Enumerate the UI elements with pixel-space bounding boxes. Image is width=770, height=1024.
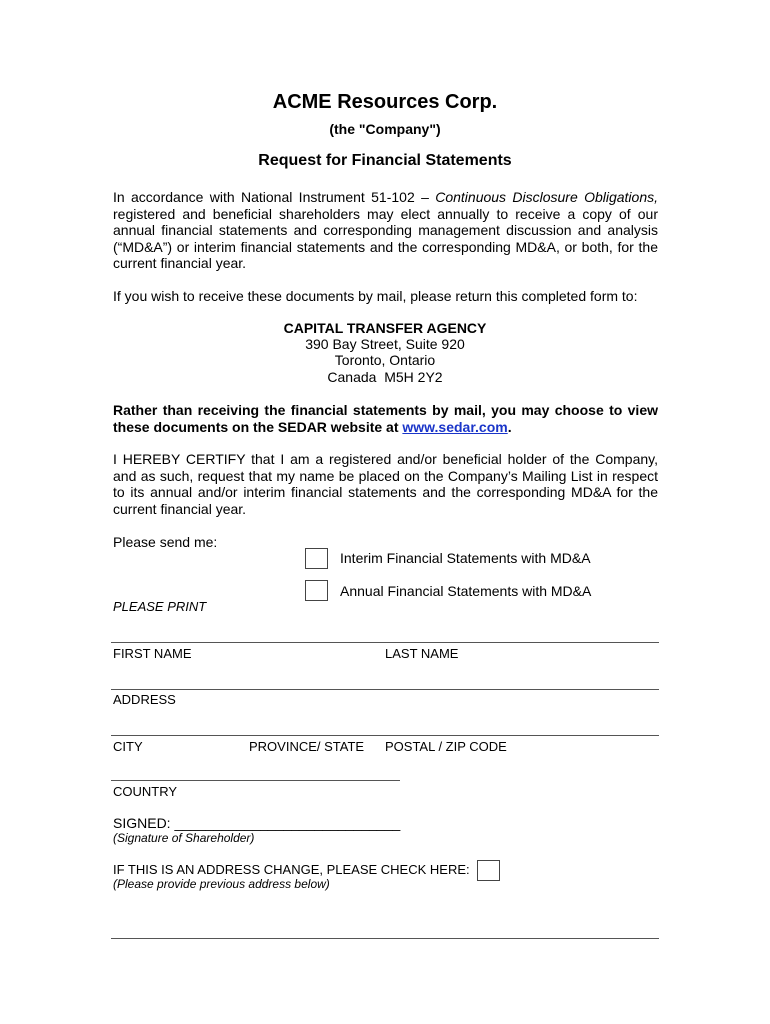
intro-pre: In accordance with National Instrument 51-102 – [113,189,436,205]
sedar-end: . [507,418,512,435]
first-name-label: FIRST NAME [113,646,192,661]
country-field-line[interactable] [111,780,400,781]
interim-checkbox[interactable] [305,548,328,569]
annual-option-label: Annual Financial Statements with MD&A [340,583,592,599]
send-prompt: Please send me: [113,534,218,550]
address-field-line[interactable] [111,689,659,690]
annual-checkbox[interactable] [305,580,328,601]
previous-address-line[interactable] [111,938,659,939]
signature-field[interactable] [113,815,400,831]
intro-post: registered and beneficial shareholders may elect annually to receive a copy of our annual financial statements and corresponding management discussion and analysis (“MD&A”) or interim financial statements and the corresponding MD&A, or both, for the current financial year. [113,205,658,271]
address-change-label: IF THIS IS AN ADDRESS CHANGE, PLEASE CHECK HERE: [113,862,470,877]
please-print-note: PLEASE PRINT [113,599,207,614]
company-alias: (the "Company") [329,121,441,137]
signed-label: SIGNED: [113,815,175,831]
city-field-line[interactable] [111,735,659,736]
last-name-label: LAST NAME [385,646,459,661]
sedar-note [113,402,658,435]
province-label: PROVINCE/ STATE [249,739,365,754]
mail-instruction: If you wish to receive these documents by mail, please return this completed form to: [113,288,638,304]
company-name: ACME Resources Corp. [272,91,498,113]
certify-paragraph: I HEREBY CERTIFY that I am a registered and/or beneficial holder of the Company, and as such, request that my name be placed on the Company’s Mailing List in respect to its annual and/or interim financial statements and the corresponding MD&A for the current financial year. [113,451,658,517]
city-label: CITY [113,739,143,754]
agency-name: CAPITAL TRANSFER AGENCY [283,320,487,336]
country-label: COUNTRY [113,784,178,799]
postal-label: POSTAL / ZIP CODE [385,739,507,754]
intro-paragraph [113,189,658,272]
address-label: ADDRESS [113,692,176,707]
instrument-title: Continuous Disclosure Obligations, [435,189,659,205]
sedar-link[interactable]: www.sedar.com [402,418,508,435]
form-title: Request for Financial Statements [258,152,512,169]
interim-option-label: Interim Financial Statements with MD&A [340,550,591,566]
address-change-note: (Please provide previous address below) [113,877,330,891]
signature-blank: _____________________________ [174,815,401,831]
name-field-line[interactable] [111,642,659,643]
agency-city: Toronto, Ontario [334,352,436,368]
address-change-checkbox[interactable] [477,860,500,881]
agency-country-postal: Canada M5H 2Y2 [327,369,443,385]
sedar-text: Rather than receiving the financial statements by mail, you may choose to view these documents on the SEDAR website at [113,402,658,435]
agency-street: 390 Bay Street, Suite 920 [305,336,465,352]
signature-note: (Signature of Shareholder) [113,831,255,845]
